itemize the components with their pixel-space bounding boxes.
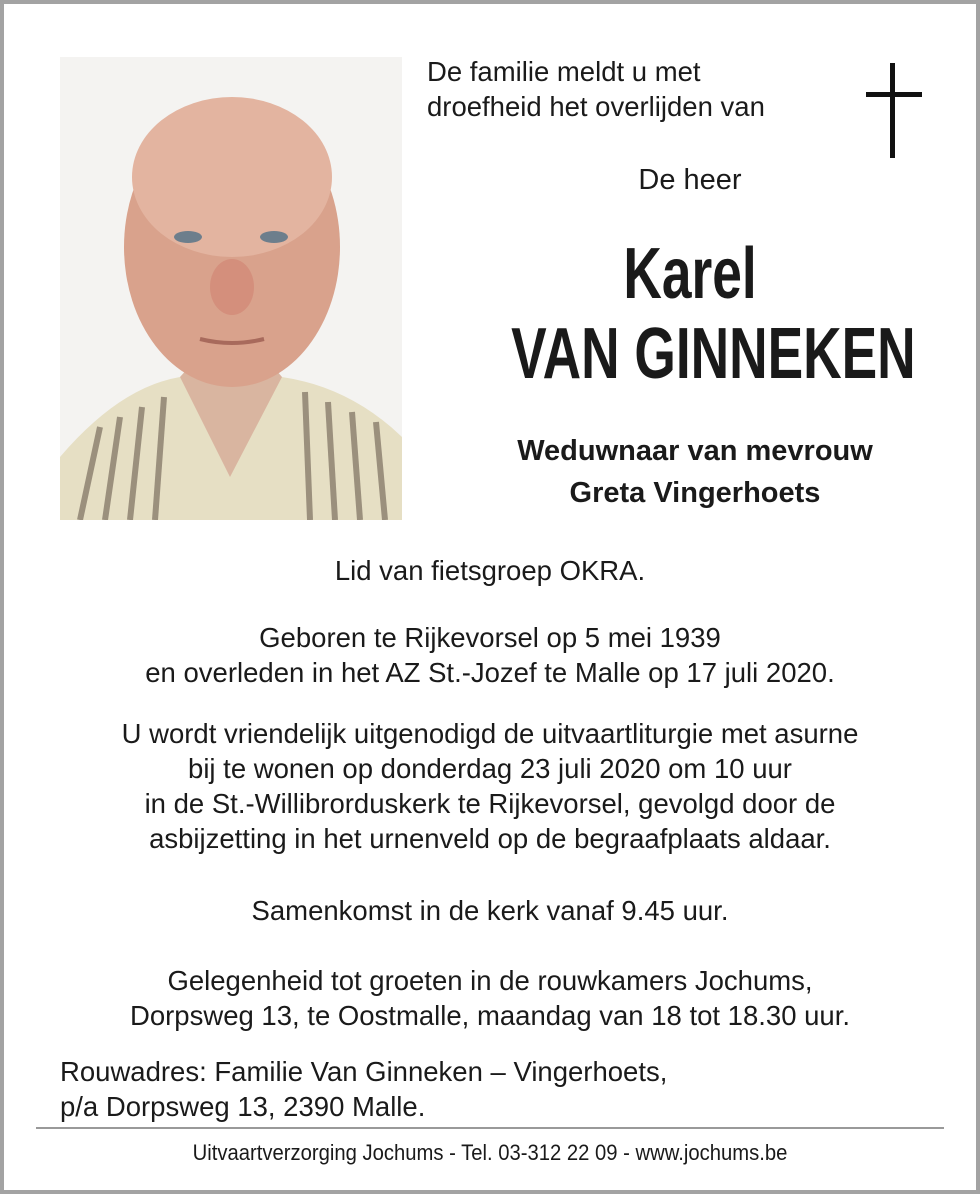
first-name [440, 234, 940, 314]
invitation-line-3: in de St.-Willibrorduskerk te Rijkevorsel, gevolgd door de [144, 788, 836, 819]
spouse-line-1: Weduwnaar van mevrouw [517, 435, 873, 467]
gathering: Samenkomst in de kerk vanaf 9.45 uur. [251, 895, 729, 926]
footer-contact: Uitvaartverzorging Jochums - Tel. 03-312 22 09 - www.jochums.be [192, 1140, 788, 1165]
cross-icon [866, 63, 922, 158]
membership: Lid van fietsgroep OKRA. [334, 555, 646, 586]
intro-line-2: droefheid het overlijden van [427, 91, 765, 122]
invitation-line-2: bij te wonen op donderdag 23 juli 2020 om 10 uur [188, 753, 792, 784]
footer-divider [36, 1127, 944, 1129]
last-name [440, 314, 940, 394]
last-name-text: VAN GINNEKEN [511, 314, 916, 394]
spouse-line-2: Greta Vingerhoets [569, 477, 821, 509]
visitation-line-1: Gelegenheid tot groeten in de rouwkamers Jochums, [167, 965, 813, 996]
birth-line: Geboren te Rijkevorsel op 5 mei 1939 [259, 622, 721, 653]
intro-line-1: De familie meldt u met [427, 56, 701, 87]
invitation-line-1: U wordt vriendelijk uitgenodigd de uitvaartliturgie met asurne [121, 718, 859, 749]
portrait-photo [60, 57, 402, 520]
address-line-2: p/a Dorpsweg 13, 2390 Malle. [60, 1091, 426, 1122]
first-name-text: Karel [623, 234, 757, 314]
address-line-1: Rouwadres: Familie Van Ginneken – Vingerhoets, [60, 1056, 668, 1087]
invitation-line-4: asbijzetting in het urnenveld op de begraafplaats aldaar. [149, 823, 831, 854]
salutation: De heer [638, 164, 742, 196]
visitation-line-2: Dorpsweg 13, te Oostmalle, maandag van 18 tot 18.30 uur. [129, 1000, 851, 1031]
death-line: en overleden in het AZ St.-Jozef te Malle op 17 juli 2020. [145, 657, 835, 688]
